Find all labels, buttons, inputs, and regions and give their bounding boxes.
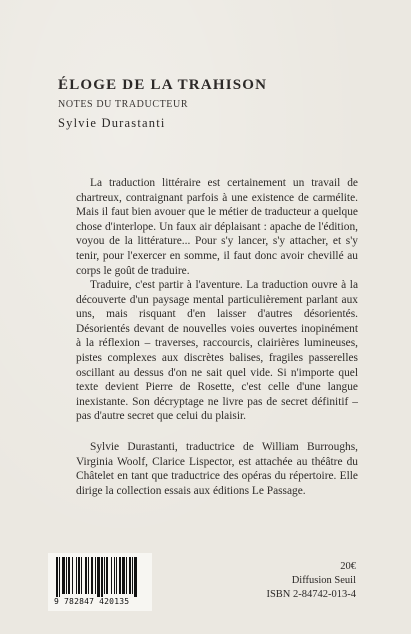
- isbn-number: ISBN 2-84742-013-4: [266, 589, 356, 600]
- blurb-paragraph-1: La traduction littéraire est certainement un travail de chartreux, contraignant parfois à une existence de carmélite. Mais il faut bien avouer que le métier de traducteur a quelque chose d'interlope. Un faux air déplaisant : apache de l'édition, voyou de la littérature... Pour s'y lancer, s'y attacher, et s'y tenir, pour l'exercer en somme, il faut donc avoir chevillé au corps le goût de traduire.: [76, 177, 358, 277]
- book-title: ÉLOGE DE LA TRAHISON: [58, 77, 268, 93]
- price-block: [250, 560, 356, 602]
- barcode-digits: 9 782847 420135: [54, 597, 130, 606]
- price: 20€: [340, 561, 356, 572]
- book-author: Sylvie Durastanti: [58, 116, 166, 130]
- author-bio-paragraph: Sylvie Durastanti, traductrice de William Burroughs, Virginia Woolf, Clarice Lispector, est attachée au théâtre du Châtelet en tant que traductrice des opéras du répertoire. Elle dirige la collection essais aux éditions Le Passage.: [76, 441, 358, 497]
- blurb-paragraph-2: Traduire, c'est partir à l'aventure. La traduction ouvre à la découverte d'un paysage mental particulièrement parlant aux uns, mais risquant d'en laisser d'autres désorientés. Désorientés devant de nouvelles voies ouvertes inopinément à la réflexion – traverses, raccourcis, clairières lumineuses, pistes complexes aux discrètes balises, fragiles passerelles oscillant au dessus d'on ne sait quel vide. Si n'importe quel texte devient Pierre de Rosette, c'est celle d'une langue inexistante. Son décryptage ne livre pas de secret définitif – pas d'autre secret que celui du plaisir.: [76, 279, 358, 423]
- book-subtitle: NOTES DU TRADUCTEUR: [58, 99, 189, 110]
- distributor: Diffusion Seuil: [291, 575, 356, 586]
- barcode-icon: [54, 557, 146, 597]
- isbn-barcode: [48, 553, 152, 611]
